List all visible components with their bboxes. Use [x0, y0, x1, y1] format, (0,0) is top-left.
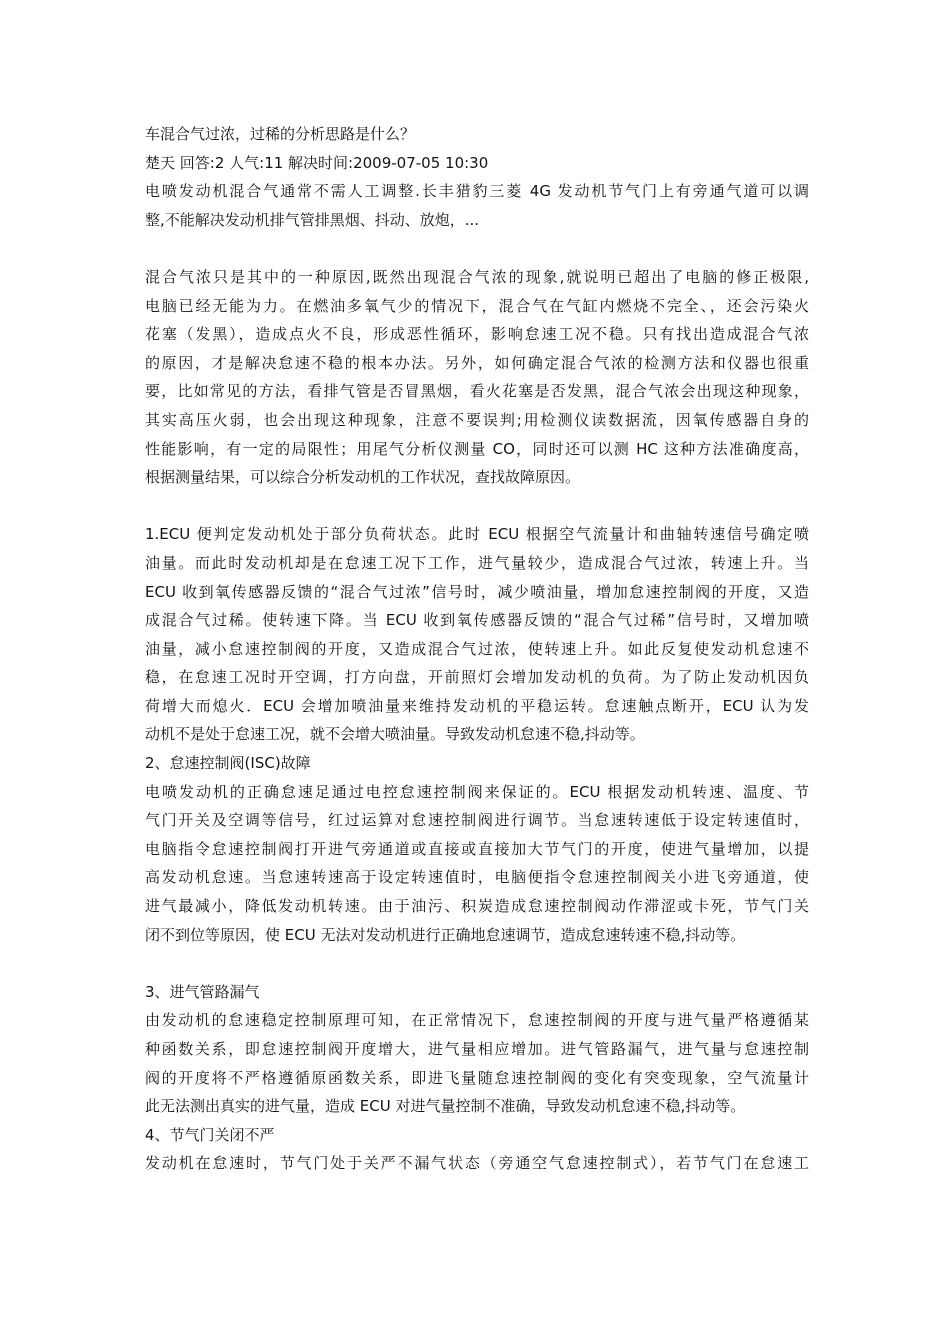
section-4-paragraph — [145, 1149, 809, 1178]
paragraph-line: 电脑指令怠速控制阀打开进气旁通道或直接或直接加大节气门的开度，使进气量增加，以提 — [145, 839, 809, 858]
paragraph-line: 发动机在怠速时，节气门处于关严不漏气状态（旁通空气怠速控制式），若节气门在怠速工 — [145, 1154, 809, 1173]
question-text — [145, 177, 809, 234]
paragraph-line: 油量。而此时发动机却是在怠速工况下工作，进气量较少，造成混合气过浓，转速上升。当 — [145, 553, 809, 572]
paragraph-line: 阀的开度将不严格遵循原函数关系，即进飞量随怠速控制阀的变化有突变现象，空气流量计 — [145, 1068, 809, 1087]
document-title: 车混合气过浓，过稀的分析思路是什么？ — [145, 125, 416, 143]
paragraph-line: 混合气浓只是其中的一种原因,既然出现混合气浓的现象,就说明已超出了电脑的修正极限, — [145, 267, 809, 286]
paragraph-line: 要，比如常见的方法，看排气管是否冒黑烟，看火花塞是否发黑，混合气浓会出现这种现象， — [145, 382, 809, 401]
paragraph-line: 荷增大而熄火．ECU 会增加喷油量来维持发动机的平稳运转。怠速触点断开，ECU 认为发 — [145, 696, 809, 715]
paragraph-line: 1.ECU 便判定发动机处于部分负荷状态。此时 ECU 根据空气流量计和曲轴转速信号确定喷 — [145, 525, 809, 544]
paragraph-line: 电脑已经无能为力。在燃油多氧气少的情况下，混合气在气缸内燃烧不完全、，还会污染火 — [145, 296, 809, 315]
spacer — [145, 492, 809, 521]
section-3-paragraph — [145, 1006, 809, 1120]
section-2-heading: 2、怠速控制阀(ISC)故障 — [145, 754, 311, 773]
paragraph-line: ECU 收到氧传感器反馈的“混合气过浓”信号时，减少喷油量，增加怠速控制阀的开度，又造 — [145, 582, 809, 601]
document-page — [145, 120, 809, 1178]
question-meta: 楚天 回答:2 人气:11 解决时间:2009-07-05 10:30 — [145, 153, 489, 172]
paragraph-line: 花塞（发黑），造成点火不良，形成恶性循环，影响怠速工况不稳。只有找出造成混合气浓 — [145, 325, 809, 344]
paragraph-line: 油量，减小怠速控制阀的开度，又造成混合气过浓，使转速上升。如此反复使发动机怠速不 — [145, 639, 809, 658]
paragraph-line: 气门开关及空调等信号，红过运算对怠速控制阀进行调节。当怠速转速低于设定转速值时， — [145, 811, 809, 830]
section-4-heading: 4、节气门关闭不严 — [145, 1125, 275, 1144]
paragraph-line: 根据测量结果，可以综合分析发动机的工作状况，查找故障原因。 — [145, 468, 581, 487]
paragraph-line: 由发动机的怠速稳定控制原理可知，在正常情况下，怠速控制阀的开度与进气量严格遵循某 — [145, 1011, 809, 1030]
paragraph-line: 此无法测出真实的进气量，造成 ECU 对进气量控制不准确，导致发动机怠速不稳,抖动等。 — [145, 1097, 746, 1116]
spacer — [145, 949, 809, 978]
paragraph-line: 种函数关系，即怠速控制阀开度增大，进气量相应增加。进气管路漏气，进气量与怠速控制 — [145, 1040, 809, 1058]
paragraph-line: 其实高压火弱，也会出现这种现象，注意不要误判;用检测仪读数据流，因氧传感器自身的 — [145, 410, 809, 429]
paragraph-line: 性能影响，有一定的局限性；用尾气分析仪测量 CO，同时还可以测 HC 这种方法准确度高， — [145, 439, 809, 458]
question-line: 电喷发动机混合气通常不需人工调整.长丰猎豹三菱 4G 发动机节气门上有旁通气道可以调 — [145, 182, 809, 201]
paragraph-line: 成混合气过稀。使转速下降。当 ECU 收到氧传感器反馈的“混合气过稀”信号时，又增加喷 — [145, 611, 809, 630]
paragraph-line: 电喷发动机的正确怠速足通过电控怠速控制阀来保证的。ECU 根据发动机转速、温度、节 — [145, 782, 809, 801]
question-line: 整,不能解决发动机排气管排黑烟、抖动、放炮，... — [145, 210, 480, 229]
paragraph-line: 动机不是处于怠速工况，就不会增大喷油量。导致发动机怠速不稳,抖动等。 — [145, 725, 645, 744]
section-2-paragraph — [145, 778, 809, 950]
section-3-heading: 3、进气管路漏气 — [145, 982, 260, 1001]
section-1-paragraph — [145, 520, 809, 749]
spacer — [145, 234, 809, 263]
paragraph-line: 进气最减小，降低发动机转速。由于油污、积炭造成怠速控制阀动作滞涩或卡死，节气门关 — [145, 897, 809, 916]
intro-paragraph — [145, 263, 809, 492]
paragraph-line: 稳，在怠速工况时开空调，打方向盘，开前照灯会增加发动机的负荷。为了防止发动机因负 — [145, 668, 809, 687]
paragraph-line: 的原因，才是解决怠速不稳的根本办法。另外，如何确定混合气浓的检测方法和仪器也很重 — [145, 353, 809, 372]
paragraph-line: 高发动机怠速。当怠速转速高于设定转速值时，电脑便指令怠速控制阀关小进飞旁通道，使 — [145, 868, 809, 887]
paragraph-line: 闭不到位等原因，使 ECU 无法对发动机进行正确地怠速调节，造成怠速转速不稳,抖动等。 — [145, 925, 746, 944]
